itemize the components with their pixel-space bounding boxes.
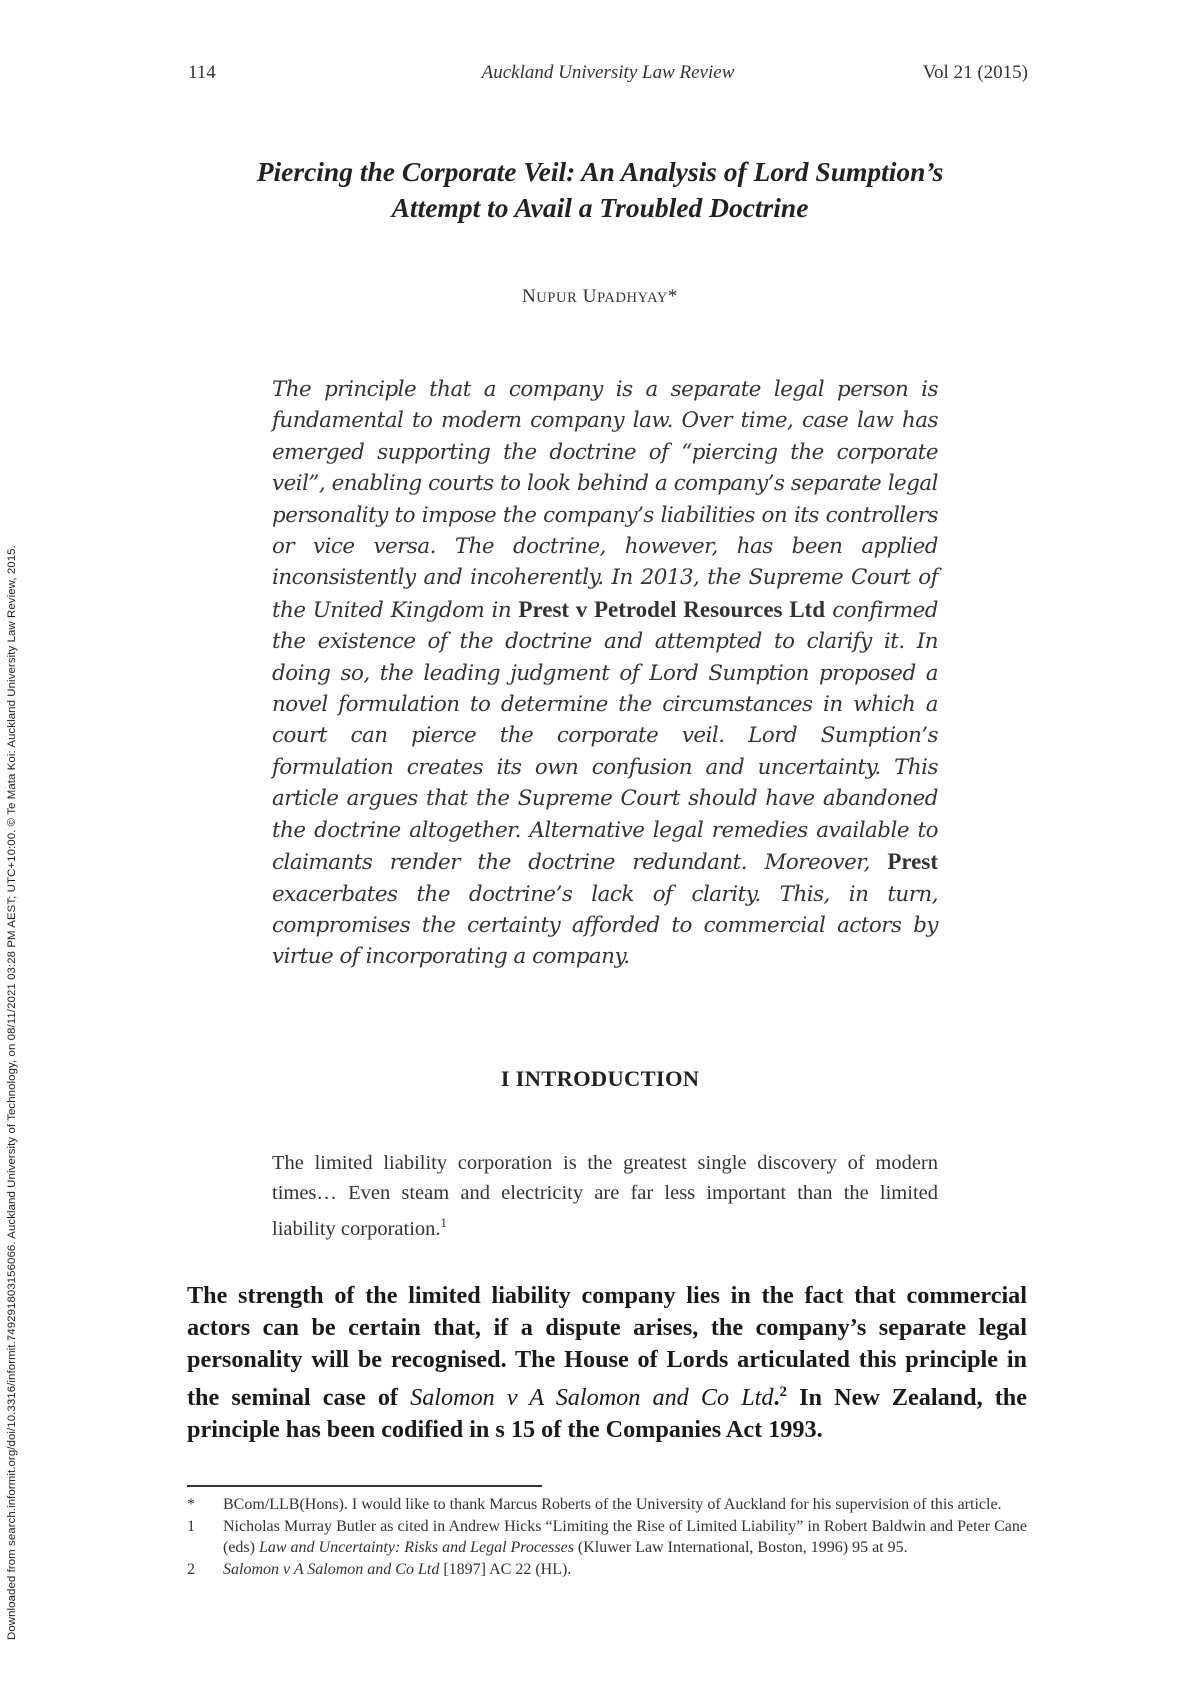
author-first-rest: UPUR bbox=[536, 290, 578, 306]
footnote-mark: 2 bbox=[187, 1560, 195, 1578]
author-first-initial: N bbox=[521, 286, 537, 307]
body-case-salomon: Salomon v A Salomon and Co Ltd bbox=[410, 1384, 774, 1412]
body-footnote-ref[interactable]: 2 bbox=[779, 1384, 788, 1400]
volume-info: Vol 21 (2015) bbox=[922, 62, 1028, 83]
author-name bbox=[160, 286, 1040, 308]
abstract-case-prest: Prest bbox=[887, 849, 938, 875]
footnote-item bbox=[187, 1494, 1027, 1516]
abstract bbox=[272, 374, 938, 973]
footnote-divider bbox=[187, 1485, 542, 1487]
footnotes bbox=[187, 1494, 1027, 1580]
body-paragraph bbox=[187, 1280, 1027, 1446]
abstract-text-2: confirmed the existence of the doctrine and attempted to clarify it. In doing so, the leading judgment of Lord Sumption proposed a novel formulation to determine the circumstances in which a court can pierce the corporate veil. Lord Sumption’s formulation creates its own confusion and uncertainty. This article argues that the Supreme Court should have abandoned the doctrine altogether. Alternative legal remedies available to claimants render the doctrine redundant. Moreover, bbox=[272, 597, 939, 876]
page-number: 114 bbox=[188, 62, 216, 83]
footnote-case-name: Salomon v A Salomon and Co Ltd bbox=[223, 1560, 440, 1578]
section-heading: I INTRODUCTION bbox=[500, 1066, 700, 1091]
footnote-item bbox=[187, 1516, 1027, 1559]
body-text-3: In New Zealand, the principle has been codified in s 15 of the Companies Act 1993. bbox=[187, 1384, 1027, 1444]
title-line-1: Piercing the Corporate Veil: An Analysis of Lord Sumption’s bbox=[256, 156, 944, 187]
epigraph-quote bbox=[272, 1148, 938, 1244]
body-text-1: The strength of the limited liability company lies in the fact that commercial actors can be certain that, if a dispute arises, the company’s separate legal personality will be recognised. The House of Lords articulated this principle in the seminal case of bbox=[187, 1282, 1027, 1412]
article-title bbox=[160, 154, 1040, 226]
footnote-mark: * bbox=[187, 1496, 195, 1513]
body-text-2: . bbox=[773, 1384, 780, 1412]
footnote-item bbox=[187, 1559, 1027, 1581]
footnote-mark: 1 bbox=[187, 1517, 195, 1535]
footnote-book-title: Law and Uncertainty: Risks and Legal Processes bbox=[258, 1539, 574, 1556]
author-footnote-mark: * bbox=[667, 286, 679, 307]
download-watermark-sidebar bbox=[0, 0, 26, 1698]
footnote-text: [1897] AC 22 (HL). bbox=[439, 1560, 572, 1578]
abstract-text-1: The principle that a company is a separate legal person is fundamental to modern company law. Over time, case law has emerged supporting the doctrine of “piercing the corporate veil”, enabling courts to look behind a company’s separate legal personality to impose the company’s liabilities on its controllers or vice versa. The doctrine, however, has been applied inconsistently and incoherently. In 2013, the Supreme Court of the United Kingdom in bbox=[272, 377, 938, 623]
author-last-initial: U bbox=[582, 286, 598, 307]
title-line-2: Attempt to Avail a Troubled Doctrine bbox=[391, 192, 809, 223]
journal-name: Auckland University Law Review bbox=[481, 62, 735, 83]
quote-text: The limited liability corporation is the greatest single discovery of modern times… Even steam and electricity are far less important than the limited liability corporation. bbox=[272, 1152, 938, 1240]
quote-footnote-ref[interactable]: 1 bbox=[440, 1216, 447, 1230]
download-watermark-text: Downloaded from search.informit.org/doi/10.3316/informit.749291803156066. Auckland University of Technology, on 08/11/2021 03:28 PM AEST; UTC+10:00. © Te Mata Koi: Auckland University Law Review, 2015. bbox=[6, 545, 18, 1640]
footnote-text: (Kluwer Law International, Boston, 1996) 95 at 95. bbox=[573, 1539, 908, 1556]
abstract-case-prest-petrodel: Prest v Petrodel Resources Ltd bbox=[518, 596, 825, 622]
footnote-text: BCom/LLB(Hons). I would like to thank Marcus Roberts of the University of Auckland for his supervision of this article. bbox=[223, 1496, 1002, 1513]
author-last-rest: PADHYAY bbox=[597, 290, 668, 306]
footnote-text: Nicholas Murray Butler as cited in Andrew Hicks “Limiting the Rise of Limited Liability” in Robert Baldwin and Peter Cane (eds) bbox=[223, 1517, 1027, 1556]
running-header bbox=[188, 62, 1028, 88]
abstract-text-3: exacerbates the doctrine’s lack of clarity. This, in turn, compromises the certainty afforded to commercial actors by virtue of incorporating a company. bbox=[272, 881, 938, 970]
